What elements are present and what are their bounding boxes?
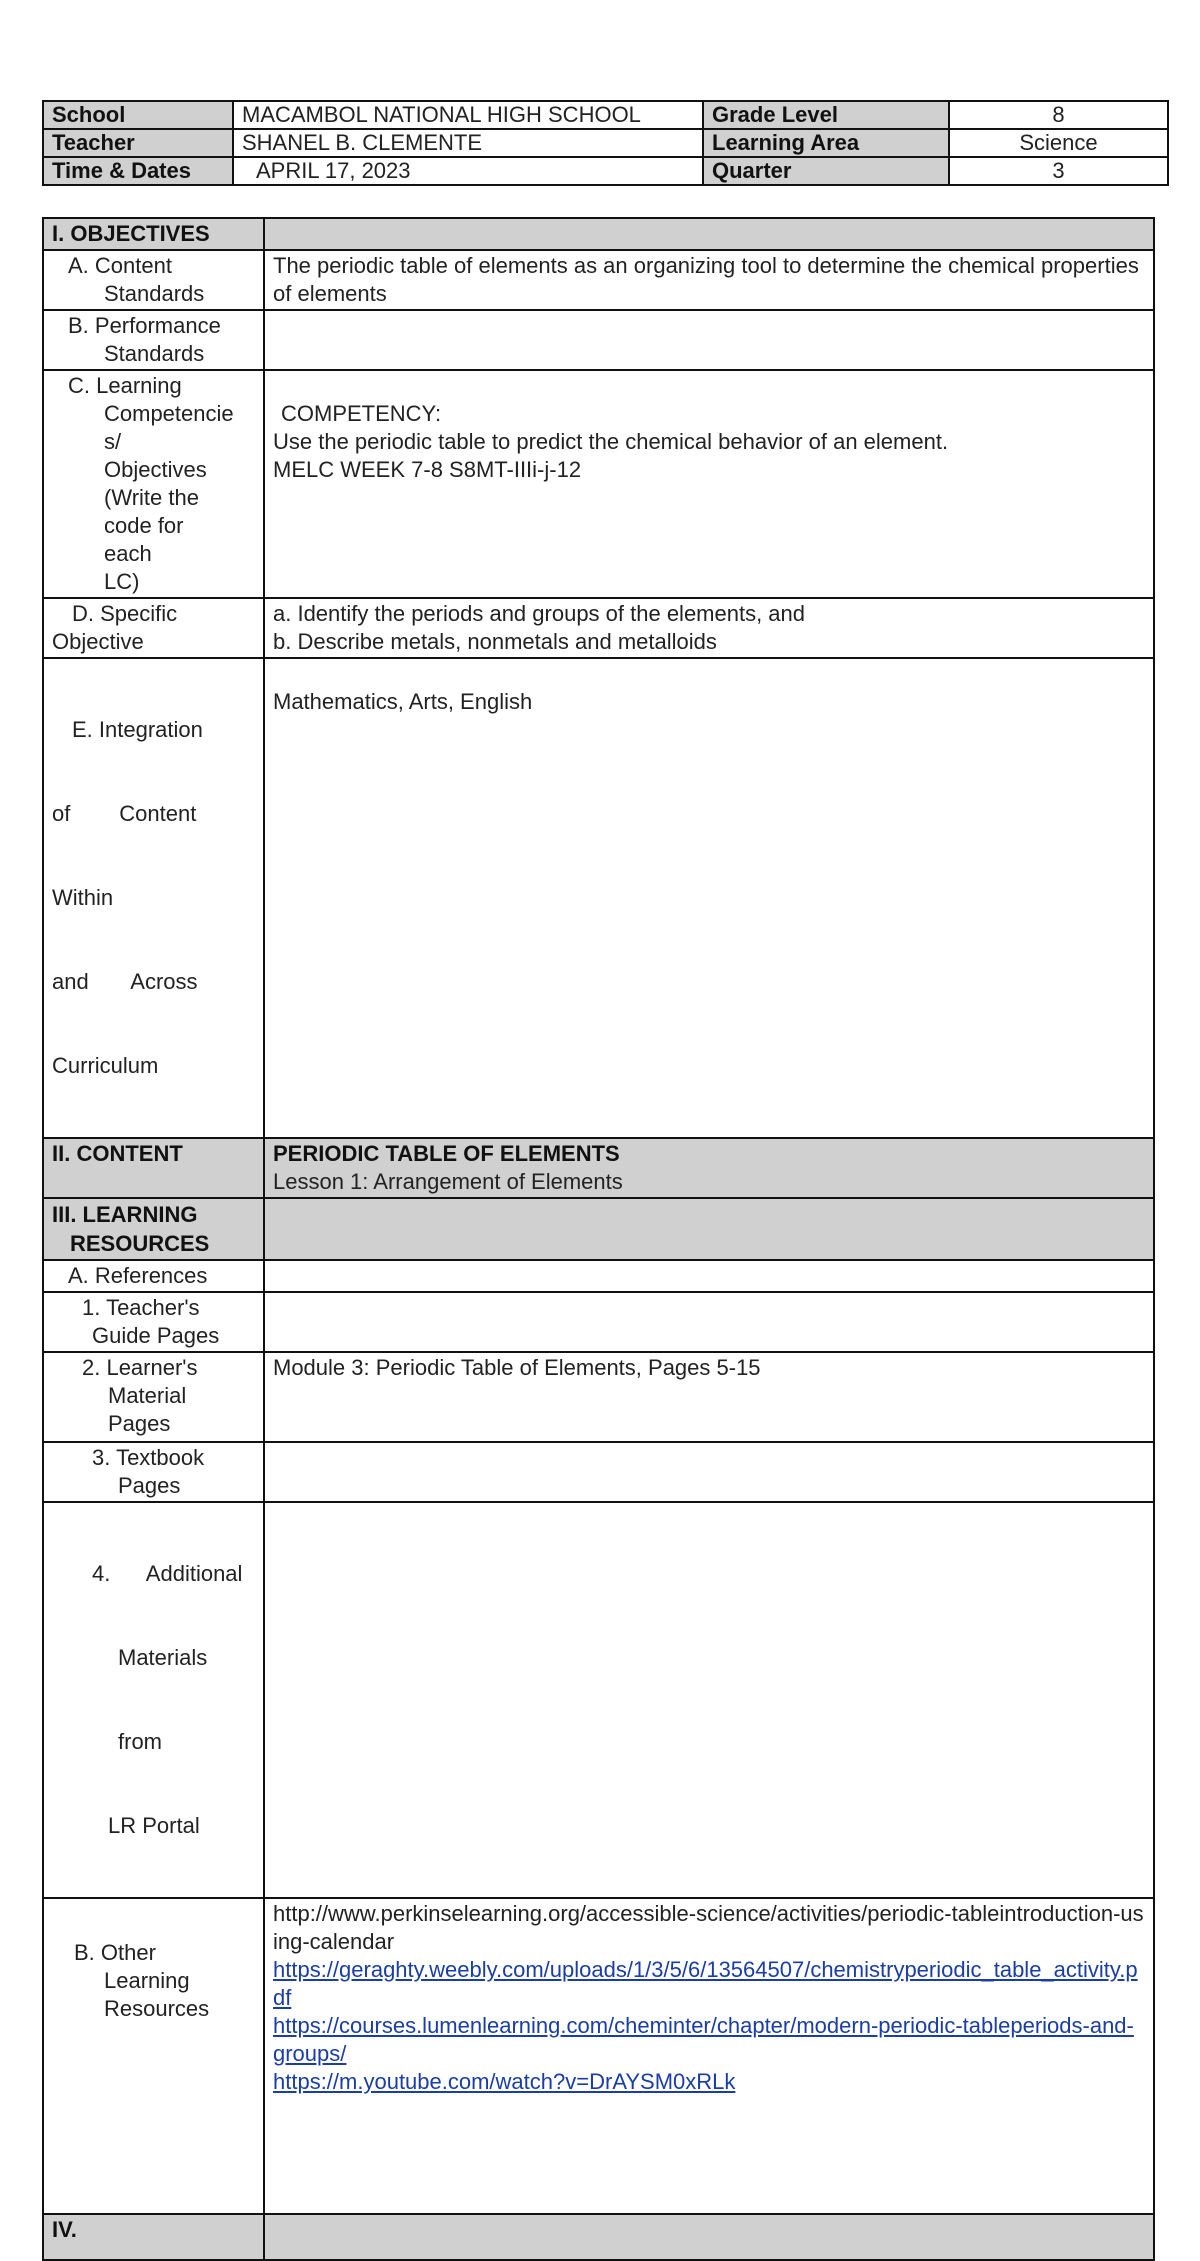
content-heading: II. CONTENT bbox=[43, 1138, 264, 1198]
competency-label-line: Competencie bbox=[104, 401, 234, 426]
competency-label-line: code for bbox=[104, 513, 184, 538]
textbook-value bbox=[264, 1442, 1154, 1502]
content-lesson: Lesson 1: Arrangement of Elements bbox=[273, 1169, 623, 1194]
teachers-guide-label-line2: Guide Pages bbox=[92, 1323, 220, 1348]
competency-heading: COMPETENCY: bbox=[281, 401, 442, 426]
other-resources-label-line: B. Other bbox=[74, 1940, 156, 1965]
textbook-label bbox=[43, 1442, 264, 1502]
integration-label-line: and Across bbox=[52, 969, 198, 994]
objectives-header-row bbox=[43, 218, 1154, 250]
learning-competencies-value bbox=[264, 370, 1154, 598]
content-value bbox=[264, 1138, 1154, 1198]
content-row bbox=[43, 1138, 1154, 1198]
learners-material-label-line: Pages bbox=[108, 1411, 171, 1436]
additional-materials-label-line: from bbox=[118, 1729, 162, 1754]
learning-area-value: Science bbox=[949, 129, 1168, 157]
specific-objective-label-line2: Objective bbox=[52, 629, 144, 654]
school-value: MACAMBOL NATIONAL HIGH SCHOOL bbox=[233, 101, 703, 129]
resources-heading bbox=[43, 1198, 264, 1260]
teachers-guide-row bbox=[43, 1292, 1154, 1352]
content-standards-label bbox=[43, 250, 264, 310]
header-row-time bbox=[43, 157, 1168, 185]
header-row-teacher bbox=[43, 129, 1168, 157]
performance-standards-label bbox=[43, 310, 264, 370]
textbook-row bbox=[43, 1442, 1154, 1502]
additional-materials-value bbox=[264, 1502, 1154, 1898]
additional-materials-label bbox=[43, 1502, 264, 1898]
learning-competencies-label bbox=[43, 370, 264, 598]
content-standards-value: The periodic table of elements as an organizing tool to determine the chemical properties of elements bbox=[264, 250, 1154, 310]
learners-material-label-line: 2. Learner's bbox=[82, 1355, 198, 1380]
specific-objective-value bbox=[264, 598, 1154, 658]
school-label: School bbox=[43, 101, 233, 129]
performance-standards-value bbox=[264, 310, 1154, 370]
other-resources-label-line: Resources bbox=[104, 1996, 210, 2021]
textbook-label-line2: Pages bbox=[118, 1473, 181, 1498]
integration-label-line: E. Integration bbox=[72, 717, 203, 742]
integration-label bbox=[43, 658, 264, 1138]
performance-standards-row bbox=[43, 310, 1154, 370]
procedures-row bbox=[43, 2214, 1154, 2260]
resources-header-row bbox=[43, 1198, 1154, 1260]
time-dates-value: APRIL 17, 2023 bbox=[233, 157, 703, 185]
teacher-label: Teacher bbox=[43, 129, 233, 157]
procedures-blank bbox=[264, 2214, 1154, 2260]
other-resources-row bbox=[43, 1898, 1154, 2214]
references-label bbox=[43, 1260, 264, 1292]
resource-link[interactable]: https://geraghty.weebly.com/uploads/1/3/5/6/13564507/chemistryperiodic_table_activity.pdf bbox=[273, 1957, 1138, 2010]
textbook-label-line1: 3. Textbook bbox=[92, 1445, 205, 1470]
learning-competencies-row bbox=[43, 370, 1154, 598]
learners-material-value: Module 3: Periodic Table of Elements, Pages 5-15 bbox=[264, 1352, 1154, 1442]
learners-material-row bbox=[43, 1352, 1154, 1442]
learning-area-label: Learning Area bbox=[703, 129, 949, 157]
objectives-heading: I. OBJECTIVES bbox=[43, 218, 264, 250]
resources-heading-line2: RESOURCES bbox=[70, 1231, 210, 1256]
performance-standards-label-line1: B. Performance bbox=[68, 313, 221, 338]
quarter-value: 3 bbox=[949, 157, 1168, 185]
quarter-label: Quarter bbox=[703, 157, 949, 185]
teachers-guide-label-line1: 1. Teacher's bbox=[82, 1295, 200, 1320]
specific-objective-b: b. Describe metals, nonmetals and metalloids bbox=[273, 629, 717, 654]
references-row bbox=[43, 1260, 1154, 1292]
other-resources-label-line: Learning bbox=[104, 1968, 190, 1993]
learners-material-label bbox=[43, 1352, 264, 1442]
integration-label-line: Curriculum bbox=[52, 1053, 159, 1078]
performance-standards-label-line2: Standards bbox=[104, 341, 205, 366]
additional-materials-row bbox=[43, 1502, 1154, 1898]
integration-value: Mathematics, Arts, English bbox=[264, 658, 1154, 1138]
resource-link[interactable]: https://courses.lumenlearning.com/cheminter/chapter/modern-periodic-tableperiods-and-groups/ bbox=[273, 2013, 1134, 2066]
specific-objective-a: a. Identify the periods and groups of the elements, and bbox=[273, 601, 806, 626]
content-standards-row bbox=[43, 250, 1154, 310]
other-resources-label bbox=[43, 1898, 264, 2214]
competency-label-line: each bbox=[104, 541, 152, 566]
header-row-school bbox=[43, 101, 1168, 129]
teachers-guide-value bbox=[264, 1292, 1154, 1352]
additional-materials-label-line: LR Portal bbox=[108, 1813, 200, 1838]
procedures-heading: IV. bbox=[43, 2214, 264, 2260]
competency-code: MELC WEEK 7-8 S8MT-IIIi-j-12 bbox=[273, 457, 582, 482]
integration-label-line: Within bbox=[52, 885, 114, 910]
resources-header-blank bbox=[264, 1198, 1154, 1260]
references-value bbox=[264, 1260, 1154, 1292]
competency-text: Use the periodic table to predict the chemical behavior of an element. bbox=[273, 429, 949, 454]
teacher-value: SHANEL B. CLEMENTE bbox=[233, 129, 703, 157]
additional-materials-label-line: 4. Additional bbox=[92, 1561, 243, 1586]
learners-material-label-line: Material bbox=[108, 1383, 187, 1408]
additional-materials-label-line: Materials bbox=[118, 1645, 208, 1670]
content-standards-label-line2: Standards bbox=[104, 281, 205, 306]
lesson-plan-table bbox=[42, 217, 1155, 2261]
specific-objective-label-line1: D. Specific bbox=[72, 601, 178, 626]
grade-level-label: Grade Level bbox=[703, 101, 949, 129]
competency-label-line: (Write the bbox=[104, 485, 199, 510]
resource-link[interactable]: https://m.youtube.com/watch?v=DrAYSM0xRLk bbox=[273, 2069, 736, 2094]
content-standards-label-line1: A. Content bbox=[68, 253, 172, 278]
resource-url-text: http://www.perkinselearning.org/accessible-science/activities/periodic-tableintroduction-using-calendar bbox=[273, 1901, 1144, 1954]
competency-label-line: LC) bbox=[104, 569, 140, 594]
content-title: PERIODIC TABLE OF ELEMENTS bbox=[273, 1141, 620, 1166]
other-resources-value bbox=[264, 1898, 1154, 2214]
specific-objective-row bbox=[43, 598, 1154, 658]
specific-objective-label bbox=[43, 598, 264, 658]
objectives-header-blank bbox=[264, 218, 1154, 250]
references-label-text: A. References bbox=[68, 1263, 208, 1288]
grade-level-value: 8 bbox=[949, 101, 1168, 129]
resources-heading-line1: III. LEARNING bbox=[52, 1202, 198, 1227]
competency-label-line: C. Learning bbox=[68, 373, 182, 398]
integration-label-line: of Content bbox=[52, 801, 197, 826]
header-table bbox=[42, 100, 1169, 186]
time-dates-label: Time & Dates bbox=[43, 157, 233, 185]
competency-label-line: Objectives bbox=[104, 457, 207, 482]
competency-label-line: s/ bbox=[104, 429, 122, 454]
integration-row bbox=[43, 658, 1154, 1138]
teachers-guide-label bbox=[43, 1292, 264, 1352]
